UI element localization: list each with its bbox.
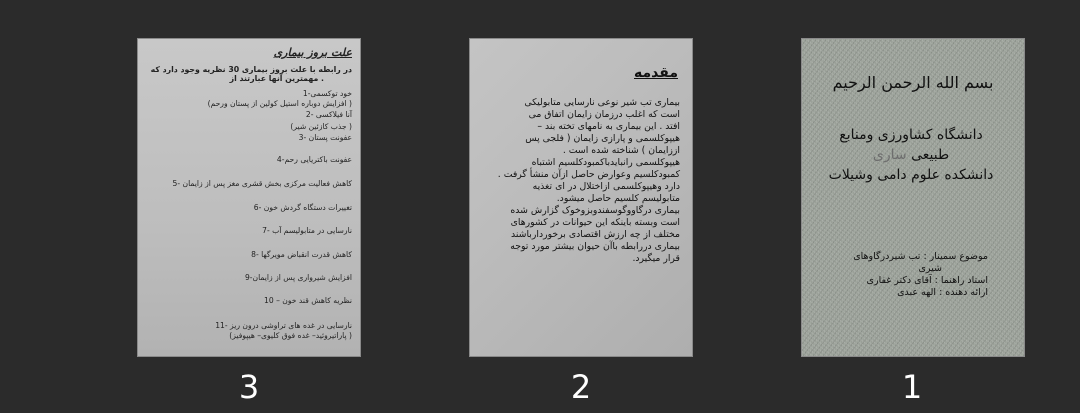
page-number-2: 2	[570, 368, 592, 406]
text-line: هیپوکلسمی و پارازی زایمان ( فلجی پس	[525, 133, 680, 144]
list-item: آنا فیلاکسی -2	[305, 110, 352, 119]
university-line-1: دانشگاه کشاورزی ومنابع	[839, 127, 983, 143]
list-item: عفونت باکتریایی رحم-4	[276, 155, 352, 164]
intro-line: . مهمترین آنها عبارتند از	[229, 74, 324, 83]
page-number-1: 1	[901, 368, 923, 406]
list-item: افزایش شیرواری پس از زایمان-9	[244, 273, 352, 282]
text-line: بیماری درگاووگوسفندوبزوخوک گزارش شده	[510, 205, 680, 216]
presenter: ارائه دهنده : الهه عبدی	[897, 287, 988, 298]
page-thumbnail-2[interactable]	[469, 38, 693, 357]
list-item: ( پاراتیروئید– غده فوق کلیوی– هیپوفیز)	[229, 331, 352, 340]
seminar-info	[812, 251, 988, 299]
university-line-2b: ساری	[872, 147, 907, 163]
page-body	[480, 97, 680, 265]
list-item: نارسایی در غده های تراوشی درون ریز -11	[215, 321, 352, 330]
text-line: بیماری تب شیر نوعی نارسایی متابولیکی	[524, 97, 680, 108]
list-item: تغییرات دستگاه گردش خون -6	[253, 203, 352, 212]
page-number-3: 3	[238, 368, 260, 406]
list-item: نظریه کاهش قند خون – 10	[264, 296, 352, 305]
text-line: متابولیسم کلسیم حاصل میشود.	[556, 193, 680, 204]
list-item: ( افزایش دوباره استیل کولین از پستان ورحم)	[207, 99, 352, 108]
seminar-topic-cont: شیری	[918, 263, 942, 274]
advisor: استاد راهنما : آقای دکتر غفاری	[866, 275, 988, 286]
text-line: افتد . این بیماری به نامهای تخته بند –	[537, 121, 680, 132]
text-line: هیپوکلسمی رانبایدباکمبودکلسیم اشتباه	[531, 157, 680, 168]
page-title: علت بروز بیماری	[273, 46, 352, 59]
university-name	[808, 125, 1014, 185]
text-line: اززایمان ) شناخته شده است .	[562, 145, 680, 156]
seminar-topic: موضوع سمینار : تب شیردرگاوهای	[853, 251, 988, 262]
university-line-2	[808, 145, 1014, 165]
text-line: مختلف از چه ارزش اقتصادی برخوردارباشند	[511, 229, 680, 240]
text-line: کمبودکلسیم وعوارض حاصل ازآن منشأ گرفت .	[497, 169, 680, 180]
list-item: خود توکسمی-1	[302, 89, 352, 98]
list-item: عفونت پستان -3	[298, 133, 352, 142]
page-thumbnail-3[interactable]	[137, 38, 361, 357]
text-line: دارد وهیپوکلسمی ازاختلال در ای تغذیه	[532, 181, 680, 192]
list-item: کاهش فعالیت مرکزی بخش قشری مغز پس از زایمان -5	[172, 179, 352, 188]
text-line: قرار میگیرد.	[632, 253, 680, 264]
intro-line: در رابطه با علت بروز بیماری 30 نظریه وجود دارد که	[150, 65, 352, 74]
list-item: نارسایی در متابولیسم آب -7	[262, 226, 352, 235]
text-line: است که اغلب درزمان زایمان اتفاق می	[528, 109, 680, 120]
bismillah: بسم الله الرحمن الرحیم	[832, 73, 994, 92]
text-line: بیماری دررابطه باآن حیوان بیشتر مورد توجه	[510, 241, 680, 252]
page-thumbnail-1[interactable]	[801, 38, 1025, 357]
text-line: است وبسته باینکه این حیوانات در کشورهای	[510, 217, 680, 228]
page-title: مقدمه	[634, 65, 678, 81]
faculty-name: دانشکده علوم دامی وشیلات	[828, 167, 994, 183]
list-item: کاهش قدرت انقباض مویرگها -8	[251, 250, 352, 259]
page-intro	[142, 65, 352, 83]
list-item: ( جذب کازئین شیر)	[290, 122, 352, 131]
university-line-2a: طبیعی	[911, 147, 950, 163]
